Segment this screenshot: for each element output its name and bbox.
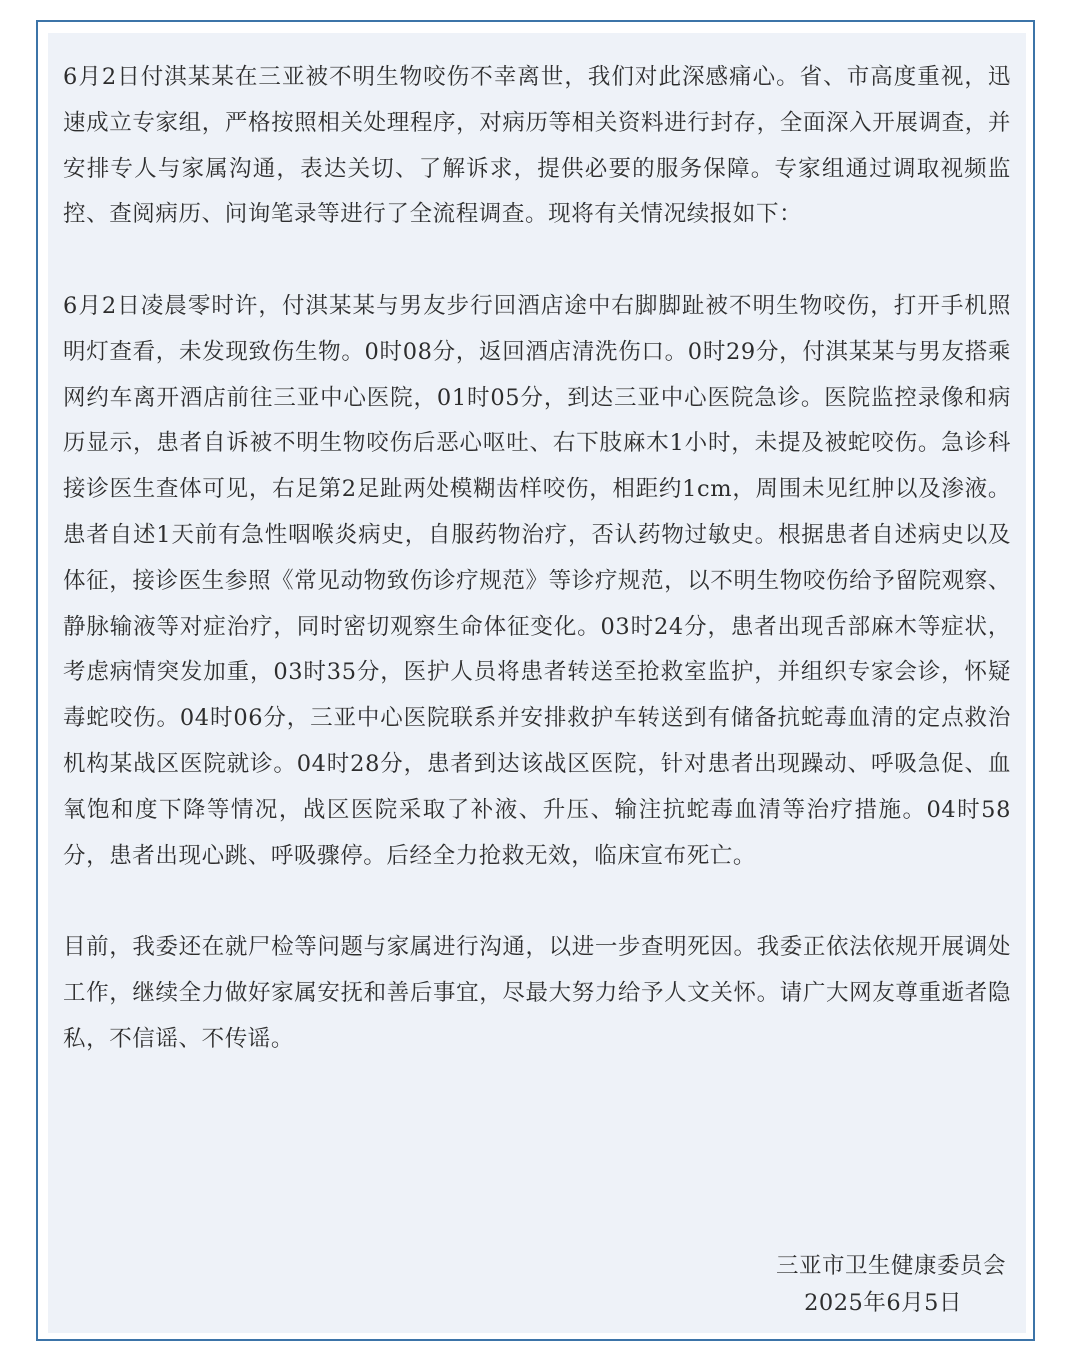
paragraph-timeline: 6月2日凌晨零时许，付淇某某与男友步行回酒店途中右脚脚趾被不明生物咬伤，打开手机照明灯查看，未发现致伤生物。0时08分，返回酒店清洗伤口。0时29分，付淇某某与男友搭乘网约车离开酒店前往三亚中心医院，01时05分，到达三亚中心医院急诊。医院监控录像和病历显示，患者自诉被不明生物咬伤后恶心呕吐、右下肢麻木1小时，未提及被蛇咬伤。急诊科接诊医生查体可见，右足第2足趾两处模糊齿样咬伤，相距约1cm，周围未见红肿以及渗液。患者自述1天前有急性咽喉炎病史，自服药物治疗，否认药物过敏史。根据患者自述病史以及体征，接诊医生参照《常见动物致伤诊疗规范》等诊疗规范，以不明生物咬伤给予留院观察、静脉输液等对症治疗，同时密切观察生命体征变化。03时24分，患者出现舌部麻木等症状，考虑病情突发加重，03时35分，医护人员将患者转送至抢救室监护，并组织专家会诊，怀疑毒蛇咬伤。04时06分，三亚中心医院联系并安排救护车转送到有储备抗蛇毒血清的定点救治机构某战区医院就诊。04时28分，患者到达该战区医院，针对患者出现躁动、呼吸急促、血氧饱和度下降等情况，战区医院采取了补液、升压、输注抗蛇毒血清等治疗措施。04时58分，患者出现心跳、呼吸骤停。后经全力抢救无效，临床宣布死亡。 bbox=[63, 292, 1011, 869]
paragraph-intro: 6月2日付淇某某在三亚被不明生物咬伤不幸离世，我们对此深感痛心。省、市高度重视，迅速成立专家组，严格按照相关处理程序，对病历等相关资料进行封存，全面深入开展调查，并安排专人与家属沟通，表达关切、了解诉求，提供必要的服务保障。专家组通过调取视频监控、查阅病历、问询笔录等进行了全流程调查。现将有关情况续报如下： bbox=[63, 64, 1011, 228]
paragraph-closing: 目前，我委还在就尸检等问题与家属进行沟通，以进一步查明死因。我委正依法依规开展调处工作，继续全力做好家属安抚和善后事宜，尽最大努力给予人文关怀。请广大网友尊重逝者隐私，不信谣、不传谣。 bbox=[63, 934, 1011, 1052]
signature-block bbox=[776, 1248, 1006, 1322]
signature-organization: 三亚市卫生健康委员会 bbox=[775, 1253, 1006, 1279]
notice-body bbox=[63, 55, 1011, 1063]
signature-date: 2025年6月5日 bbox=[804, 1290, 962, 1316]
notice-panel bbox=[48, 33, 1026, 1333]
